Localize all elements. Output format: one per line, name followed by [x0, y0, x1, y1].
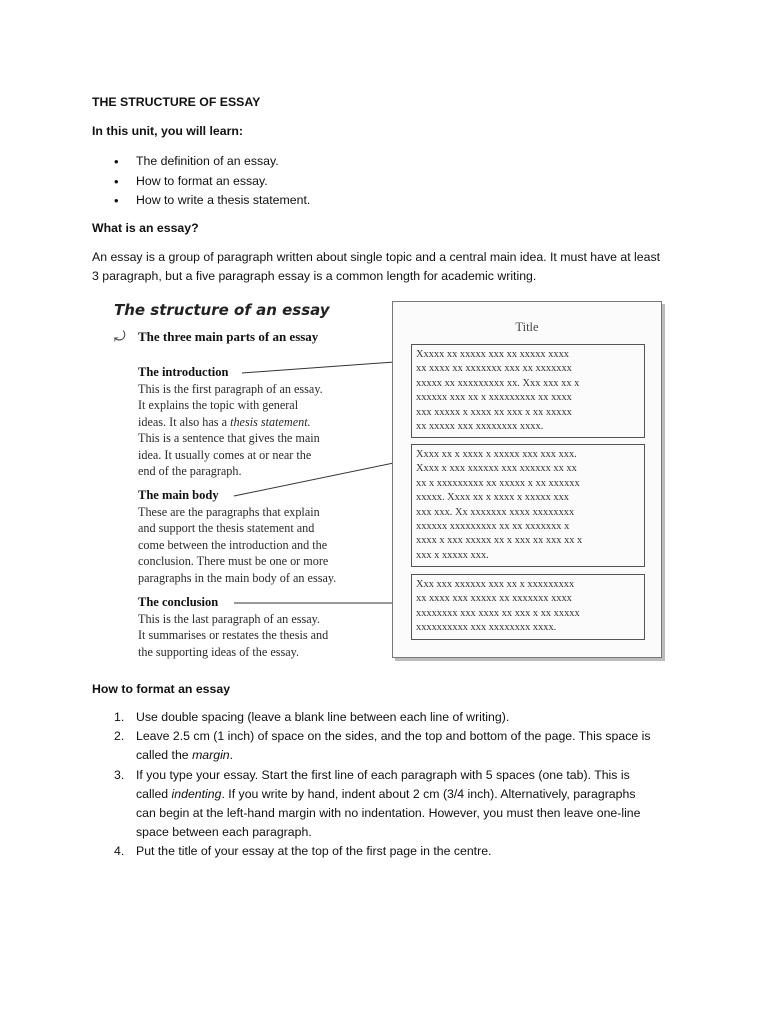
- essay-structure-figure: [92, 293, 678, 673]
- figure-subtitle: The three main parts of an essay: [138, 329, 319, 344]
- format-heading: How to format an essay: [92, 682, 231, 696]
- intro-line: idea. It usually comes at or near the: [138, 447, 312, 462]
- learn-heading: In this unit, you will learn:: [92, 124, 243, 138]
- intro-line: ideas. It also has a thesis statement.: [138, 414, 311, 429]
- intro-arrow: [242, 361, 408, 373]
- arrow-return-icon: ⤾: [114, 329, 126, 345]
- body-line: and support the thesis statement and: [138, 521, 315, 536]
- intro-line: This is a sentence that gives the main: [138, 431, 320, 446]
- intro-line: end of the paragraph.: [138, 464, 242, 479]
- body-paragraph-box: Xxxx xx x xxxx x xxxxx xxx xxx xxx. Xxxx x xxx xxxxxx xxx xxxxxx xx xx xx x xxxxxxxxx xx xxxxx x xx xxxxxx xxxxx. Xxxx xx x xxxx x xxxxx xxx xxx xxx. Xx xxxxxxx xxxx xxxxxxxx xxxxxx xxxxxxxxx xx xx xxxxxxx x xxxx x xxx xxxxx xx x xxx xx xxx xx x xxx x xxxxx xxx.: [411, 444, 645, 567]
- list-item: 3. If you type your essay. Start the first line of each paragraph with 5 spaces (one tab). This is called indenting. If you write by hand, indent about 2 cm (3/4 inch). Alternatively, paragraphs can begin at the left-hand margin with no indentation. However, you must then leave one-line space between each paragraph.: [114, 767, 641, 840]
- intro-line: It explains the topic with general: [138, 398, 299, 413]
- body-line: paragraphs in the main body of an essay.: [138, 570, 337, 585]
- list-item: 1. Use double spacing (leave a blank line between each line of writing).: [114, 710, 510, 724]
- learn-list: [92, 152, 310, 211]
- intro-line: This is the first paragraph of an essay.: [138, 382, 323, 396]
- conclusion-line: It summarises or restates the thesis and: [138, 628, 329, 643]
- conclusion-heading: The conclusion: [138, 595, 219, 609]
- intro-heading: The introduction: [138, 365, 229, 379]
- thesis-statement-term: thesis statement.: [230, 414, 311, 429]
- body-arrow: [234, 460, 408, 496]
- list-item: • How to format an essay.: [92, 172, 310, 192]
- conclusion-line: the supporting ideas of the essay.: [138, 644, 299, 659]
- list-item: • How to write a thesis statement.: [92, 191, 310, 211]
- essay-page-title: Title: [515, 320, 539, 334]
- list-item: 2. Leave 2.5 cm (1 inch) of space on the sides, and the top and bottom of the page. This space is called the margin.: [114, 729, 651, 763]
- margin-term: margin: [192, 748, 230, 763]
- body-line: conclusion. There must be one or more: [138, 554, 329, 569]
- page-title: THE STRUCTURE OF ESSAY: [92, 95, 261, 109]
- introduction-paragraph-box: Xxxxx xx xxxxx xxx xx xxxxx xxxx xx xxxx xx xxxxxxx xxx xx xxxxxxx xxxxx xx xxxxxxxxx xx. Xxx xxx xx x xxxxxx xxx xx x xxxxxxxxx xx xxxx xxx xxxxx x xxxx xx xxx x xx xxxxx xx xxxxx xxx xxxxxxxx xxxx.: [411, 344, 645, 438]
- list-item: 4. Put the title of your essay at the top of the first page in the centre.: [114, 844, 492, 859]
- body-line: come between the introduction and the: [138, 537, 328, 552]
- what-heading: What is an essay?: [92, 221, 199, 235]
- body-line: These are the paragraphs that explain: [138, 505, 320, 519]
- indenting-term: indenting: [171, 786, 222, 801]
- format-list: [92, 708, 652, 862]
- what-paragraph-line: 3 paragraph, but a five paragraph essay is a common length for academic writing.: [92, 269, 537, 283]
- conclusion-line: This is the last paragraph of an essay.: [138, 612, 320, 626]
- what-paragraph-line: An essay is a group of paragraph written about single topic and a central main idea. It must have at least: [92, 250, 661, 264]
- essay-page-illustration: [392, 301, 662, 658]
- conclusion-paragraph-box: Xxx xxx xxxxxx xxx xx x xxxxxxxxx xx xxxx xxx xxxxx xx xxxxxxx xxxx xxxxxxxx xxx xxxx xx xxx x xx xxxxx xxxxxxxxxx xxx xxxxxxxx xxxx.: [411, 574, 645, 640]
- list-item: • The definition of an essay.: [92, 152, 310, 172]
- body-heading: The main body: [138, 488, 219, 502]
- figure-title: The structure of an essay: [114, 301, 330, 319]
